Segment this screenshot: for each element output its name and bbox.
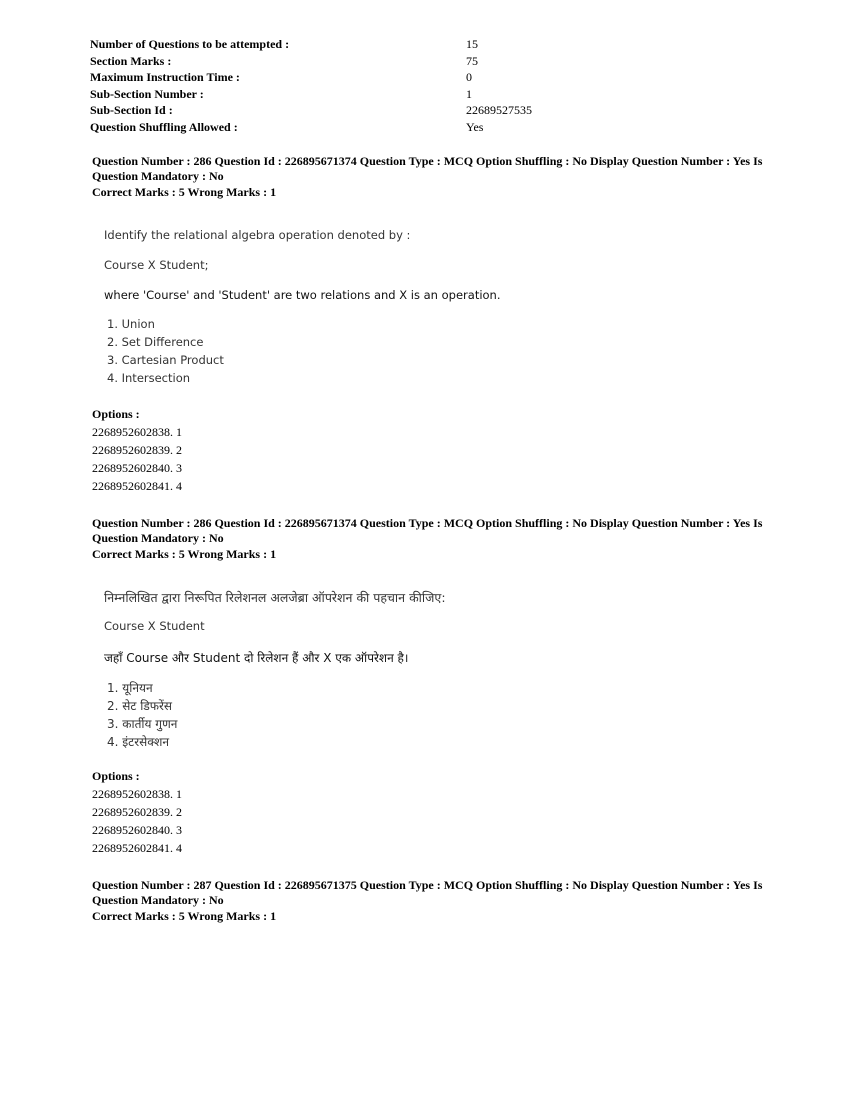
question-marks: Correct Marks : 5 Wrong Marks : 1	[92, 909, 277, 923]
meta-value: Yes	[466, 119, 484, 134]
choice-item: 4. इंटरसेक्शन	[107, 735, 170, 749]
choice-item: 3. Cartesian Product	[107, 353, 224, 367]
option-row: 2268952602839. 2	[92, 443, 182, 457]
options-list	[92, 767, 182, 857]
options-list	[92, 405, 182, 495]
choice-item: 4. Intersection	[107, 371, 191, 385]
option-row: 2268952602838. 1	[92, 787, 182, 801]
meta-row	[90, 86, 590, 103]
choice-item: 2. Set Difference	[107, 335, 204, 349]
meta-label: Maximum Instruction Time :	[90, 70, 240, 84]
question-header	[92, 878, 772, 924]
meta-row	[90, 69, 590, 86]
meta-label: Sub-Section Number :	[90, 86, 204, 101]
meta-label: Section Marks :	[90, 53, 172, 68]
choice-item: 2. सेट डिफरेंस	[107, 699, 173, 713]
question-note: जहाँ Course और Student दो रिलेशन हैं और X एक ऑपरेशन है।	[104, 651, 409, 665]
options-title: Options :	[92, 769, 140, 783]
meta-label: Sub-Section Id :	[90, 103, 173, 117]
choice-item: 1. Union	[107, 317, 155, 331]
question-prompt: निम्नलिखित द्वारा निरूपित रिलेशनल अलजेब्रा ऑपरेशन की पहचान कीजिए:	[104, 590, 446, 605]
question-note: where 'Course' and 'Student' are two relations and X is an operation.	[104, 288, 501, 302]
question-prompt: Identify the relational algebra operation denoted by :	[104, 228, 411, 242]
question-body	[104, 587, 764, 752]
question-expression: Course X Student;	[104, 258, 209, 272]
meta-value: 75	[466, 53, 478, 68]
options-title: Options :	[92, 407, 140, 421]
question-info: Question Number : 287 Question Id : 226895671375 Question Type : MCQ Option Shuffling : No Display Question Number : Yes Is Question Mandatory : No	[92, 878, 763, 907]
section-meta	[90, 36, 590, 135]
option-row: 2268952602838. 1	[92, 425, 182, 439]
question-header	[92, 516, 772, 562]
question-body	[104, 226, 764, 386]
option-row: 2268952602839. 2	[92, 805, 182, 819]
meta-row	[90, 102, 590, 119]
option-row: 2268952602840. 3	[92, 823, 182, 837]
option-row: 2268952602840. 3	[92, 461, 182, 475]
meta-row	[90, 36, 590, 53]
meta-row	[90, 53, 590, 70]
question-marks: Correct Marks : 5 Wrong Marks : 1	[92, 547, 277, 561]
meta-label: Number of Questions to be attempted :	[90, 37, 290, 51]
meta-value: 15	[466, 37, 478, 51]
option-row: 2268952602841. 4	[92, 479, 182, 493]
meta-value: 0	[466, 70, 472, 84]
choice-item: 3. कार्तीय गुणन	[107, 717, 178, 731]
question-info: Question Number : 286 Question Id : 226895671374 Question Type : MCQ Option Shuffling : No Display Question Number : Yes Is Question Mandatory : No	[92, 516, 763, 545]
meta-value: 22689527535	[466, 103, 532, 117]
meta-label: Question Shuffling Allowed :	[90, 119, 238, 134]
meta-value: 1	[466, 86, 472, 101]
question-expression: Course X Student	[104, 619, 205, 633]
option-row: 2268952602841. 4	[92, 841, 182, 855]
choice-item: 1. यूनियन	[107, 681, 153, 695]
question-info: Question Number : 286 Question Id : 226895671374 Question Type : MCQ Option Shuffling : No Display Question Number : Yes Is Question Mandatory : No	[92, 154, 763, 183]
meta-row	[90, 119, 590, 136]
question-marks: Correct Marks : 5 Wrong Marks : 1	[92, 185, 277, 199]
question-header	[92, 154, 772, 200]
